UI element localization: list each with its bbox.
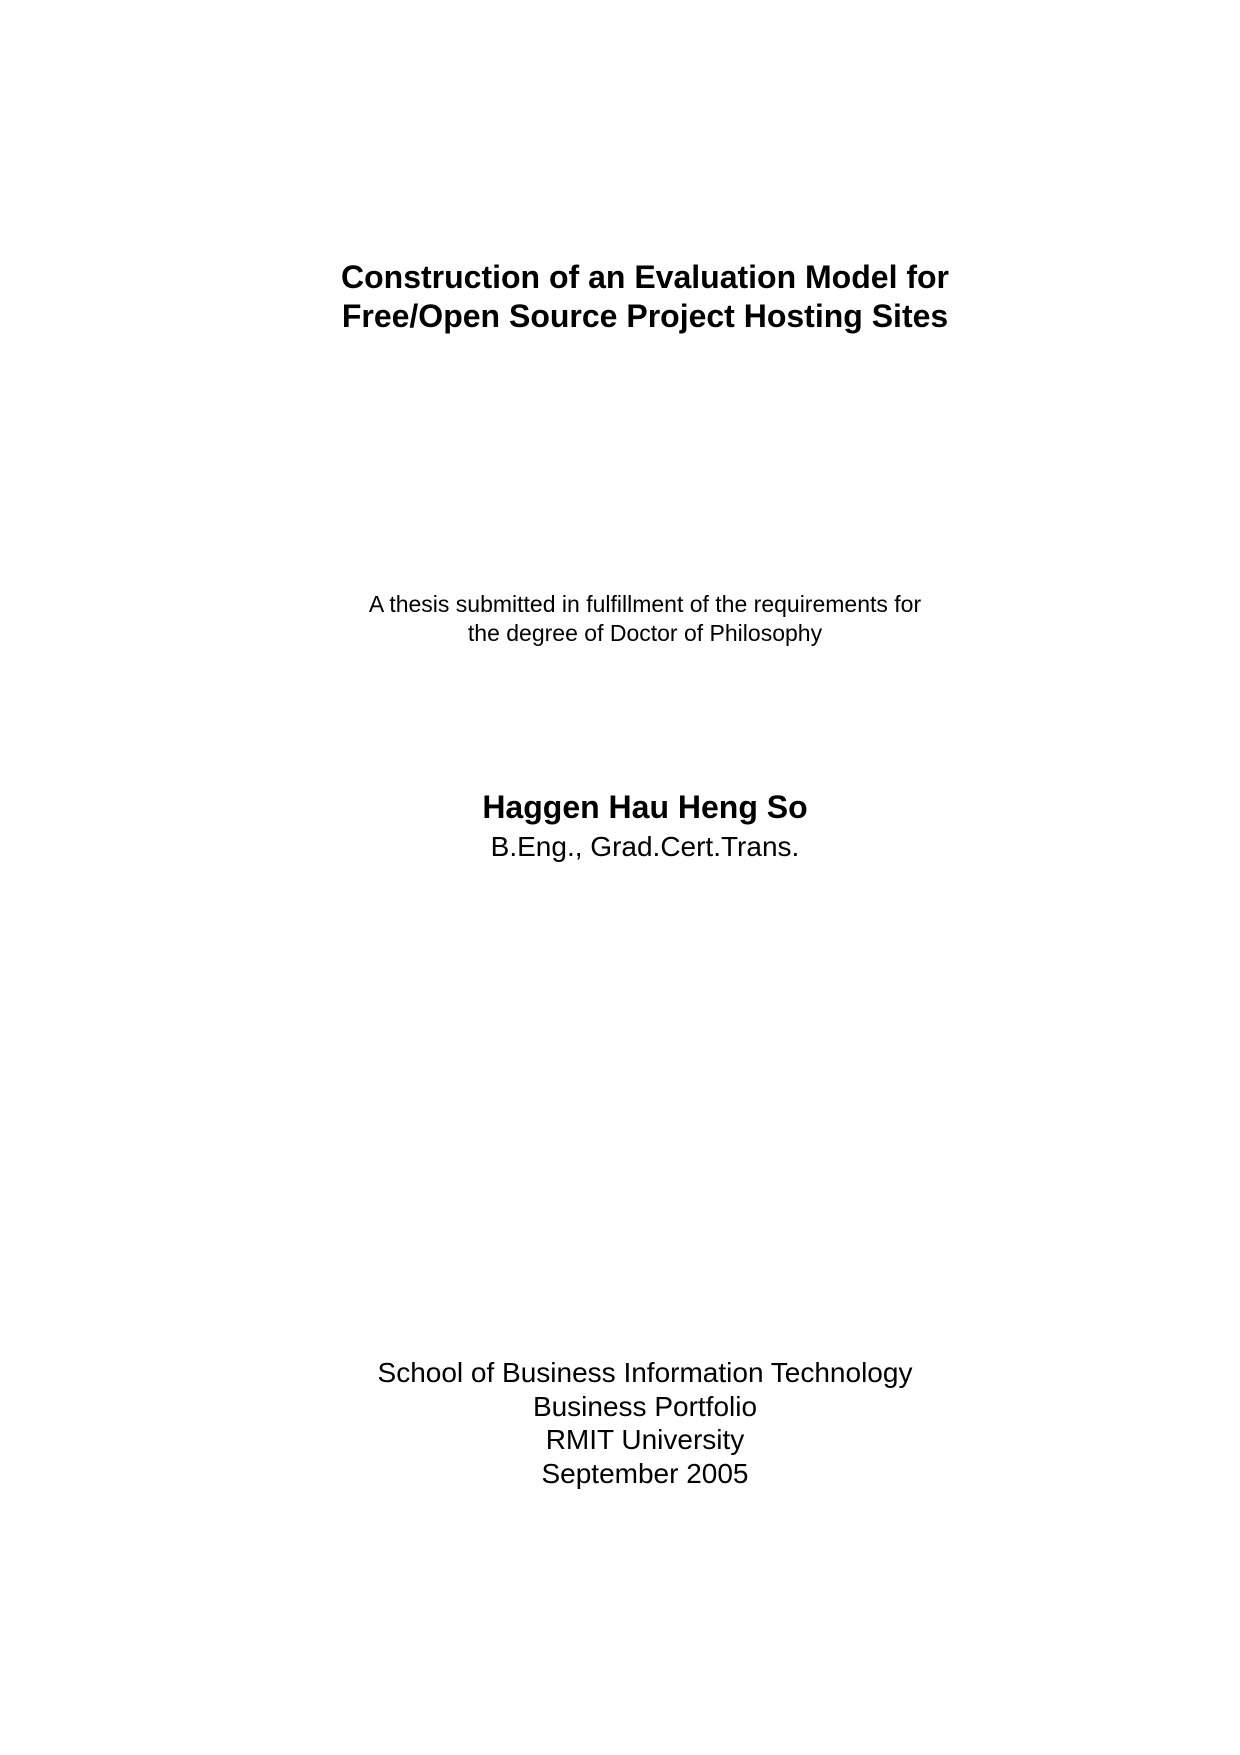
submission-statement-line-2: the degree of Doctor of Philosophy [467, 620, 823, 646]
thesis-title [0, 258, 1240, 336]
author-qualifications [0, 830, 1240, 864]
author-qualifications-text: B.Eng., Grad.Cert.Trans. [490, 831, 800, 862]
submission-statement [0, 590, 1240, 648]
institution-block [0, 1356, 1240, 1490]
university-name: RMIT University [545, 1424, 745, 1455]
thesis-title-line-1: Construction of an Evaluation Model for [341, 259, 949, 295]
submission-date: September 2005 [541, 1457, 749, 1489]
portfolio-name: Business Portfolio [532, 1390, 758, 1422]
author-name-text: Haggen Hau Heng So [482, 789, 808, 825]
author-name [0, 788, 1240, 826]
school-name: School of Business Information Technology [377, 1357, 913, 1388]
thesis-title-line-2: Free/Open Source Project Hosting Sites [341, 298, 949, 334]
submission-statement-line-1: A thesis submitted in fulfillment of the requirements for [368, 591, 922, 617]
